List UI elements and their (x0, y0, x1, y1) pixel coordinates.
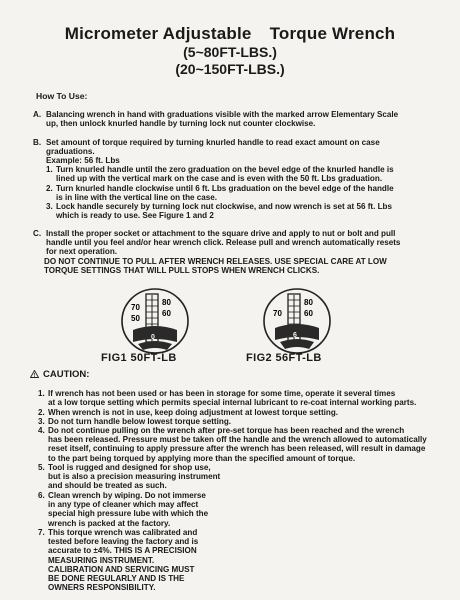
step-1 (46, 165, 448, 184)
caution-item-7 (38, 528, 308, 593)
section-b (33, 138, 446, 166)
step-3 (46, 202, 448, 221)
section-a-line: Balancing wrench in hand with graduations visible with the marked arrow Elementary Scale (46, 110, 399, 119)
caution-line: Tool is rugged and designed for shop use, (48, 463, 211, 472)
page-title (0, 24, 460, 44)
warning-triangle-icon (30, 370, 39, 381)
title-right: Torque Wrench (269, 24, 396, 43)
step-line: is in line with the vertical line on the case. (56, 193, 218, 203)
range-line-2: (20~150FT-LBS.) (175, 61, 285, 77)
caution-number: 1. (38, 389, 45, 398)
gauge-2-label-60: 60 (304, 309, 313, 318)
how-to-heading: How To Use: (36, 91, 88, 101)
caution-line: This torque wrench was calibrated and (48, 528, 198, 537)
pull-warning-line: DO NOT CONTINUE TO PULL AFTER WRENCH RELEASES. USE SPECIAL CARE AT LOW (44, 257, 387, 266)
caution-line: When wrench is not in use, keep doing adjustment at lowest torque setting. (48, 408, 339, 417)
gauge-2-drawing (253, 286, 343, 358)
caution-line: tested before leaving the factory and is (48, 537, 199, 547)
caution-number: 2. (38, 408, 45, 417)
step-line: lined up with the vertical mark on the case and is even with the 50 ft. Lbs graduation. (56, 174, 383, 184)
caution-number: 5. (38, 463, 45, 472)
caution-item-1 (38, 389, 450, 408)
caution-line: but is also a precision measuring instrument (48, 472, 221, 482)
section-b-line: Set amount of torque required by turning knurled handle to read exact amount on case (46, 138, 380, 147)
figure-2-caption: FIG2 56FT-LB (246, 352, 322, 364)
section-b-line: graduations. (46, 147, 95, 157)
caution-number: 6. (38, 491, 45, 500)
caution-line: BE DONE REGULARLY AND IS THE (48, 574, 185, 584)
caution-line: in any type of cleaner which may affect (48, 500, 199, 510)
svg-text:!: ! (33, 372, 36, 378)
caution-line: OWNERS RESPONSIBILITY. (48, 583, 156, 593)
caution-item-6 (38, 491, 308, 528)
caution-item-5 (38, 463, 308, 491)
section-a (33, 110, 446, 129)
caution-heading: CAUTION: (43, 369, 90, 380)
caution-line: MEASURING INSTRUMENT. (48, 555, 155, 565)
pull-warning (44, 257, 448, 275)
title-left: Micrometer Adjustable (64, 24, 252, 43)
step-line: Turn knurled handle clockwise until 6 ft. Lbs graduation on the bevel edge of the handle (56, 184, 394, 193)
gauge-1-label-60: 60 (162, 309, 171, 318)
caution-item-2 (38, 408, 450, 417)
step-line: Lock handle securely by turning lock nut clockwise, and now wrench is set at 56 ft. Lbs (56, 202, 392, 211)
step-number: 1. (46, 165, 53, 174)
gauge-2-label-70: 70 (273, 309, 282, 318)
caution-line: special high pressure lube with which the (48, 509, 209, 519)
section-c-line: for next operation. (46, 247, 118, 257)
section-c-label: C. (33, 229, 42, 238)
step-line: which is ready to use. See Figure 1 and 2 (56, 211, 214, 221)
caution-line: Clean wrench by wiping. Do not immerse (48, 491, 206, 500)
step-2 (46, 184, 448, 203)
caution-number: 7. (38, 528, 45, 537)
gauge-2-label-80: 80 (304, 298, 313, 307)
caution-line: Do not turn handle below lowest torque setting. (48, 417, 232, 426)
step-number: 2. (46, 184, 53, 193)
gauge-1-label-0: 0 (151, 334, 155, 341)
gauge-2-label-6: 6 (293, 332, 297, 339)
caution-line: to the part being torqued by applying more than the specified amount of torque. (48, 453, 356, 463)
section-a-line: up, then unlock knurled handle by turning lock nut counter clockwise. (46, 119, 316, 129)
caution-line: wrench is packed at the factory. (48, 518, 171, 528)
caution-line: accurate to ±4%. THIS IS A PRECISION (48, 546, 197, 556)
section-b-label: B. (33, 138, 42, 147)
caution-item-3 (38, 417, 450, 426)
figure-2-gauge (253, 286, 343, 358)
step-number: 3. (46, 202, 53, 211)
caution-line: and should be treated as such. (48, 481, 167, 491)
gauge-1-label-50: 50 (131, 314, 140, 323)
caution-item-4 (38, 426, 452, 463)
pull-warning-line: TORQUE SETTINGS THAT WILL PULL STOPS WHEN WRENCH CLICKS. (44, 266, 320, 276)
caution-line: Do not continue pulling on the wrench after pre-set torque has been reached and the wrench (48, 426, 405, 435)
caution-line: reset itself, continuing to apply pressure after the wrench has been released, will result in damage (48, 444, 426, 454)
section-b-line: Example: 56 ft. Lbs (46, 156, 120, 166)
caution-line: at a low torque setting which permits special internal lubricant to re-coat internal working parts. (48, 398, 417, 408)
gauge-1-drawing (111, 286, 201, 358)
caution-heading-row (30, 369, 89, 381)
range-line-1: (5~80FT-LBS.) (183, 44, 277, 60)
caution-line: If wrench has not been used or has been in storage for some time, operate it several times (48, 389, 396, 398)
section-c (33, 229, 446, 257)
gauge-1-label-80: 80 (162, 298, 171, 307)
figure-1-gauge (111, 286, 201, 358)
figure-1-caption: FIG1 50FT-LB (101, 352, 177, 364)
caution-line: CALIBRATION AND SERVICING MUST (48, 564, 195, 574)
section-c-line: Install the proper socket or attachment to the square drive and apply to nut or bolt and pull (46, 229, 396, 238)
caution-number: 4. (38, 426, 45, 435)
gauge-1-label-70: 70 (131, 303, 140, 312)
caution-number: 3. (38, 417, 45, 426)
caution-line: has been released. Pressure must be taken off the handle and the wrench allowed to automatically (48, 435, 427, 445)
step-line: Turn knurled handle until the zero graduation on the bevel edge of the knurled handle is (56, 165, 394, 174)
section-c-line: handle until you feel and/or hear wrench click. Release pull and wrench automatically resets (46, 238, 401, 248)
section-a-label: A. (33, 110, 42, 119)
